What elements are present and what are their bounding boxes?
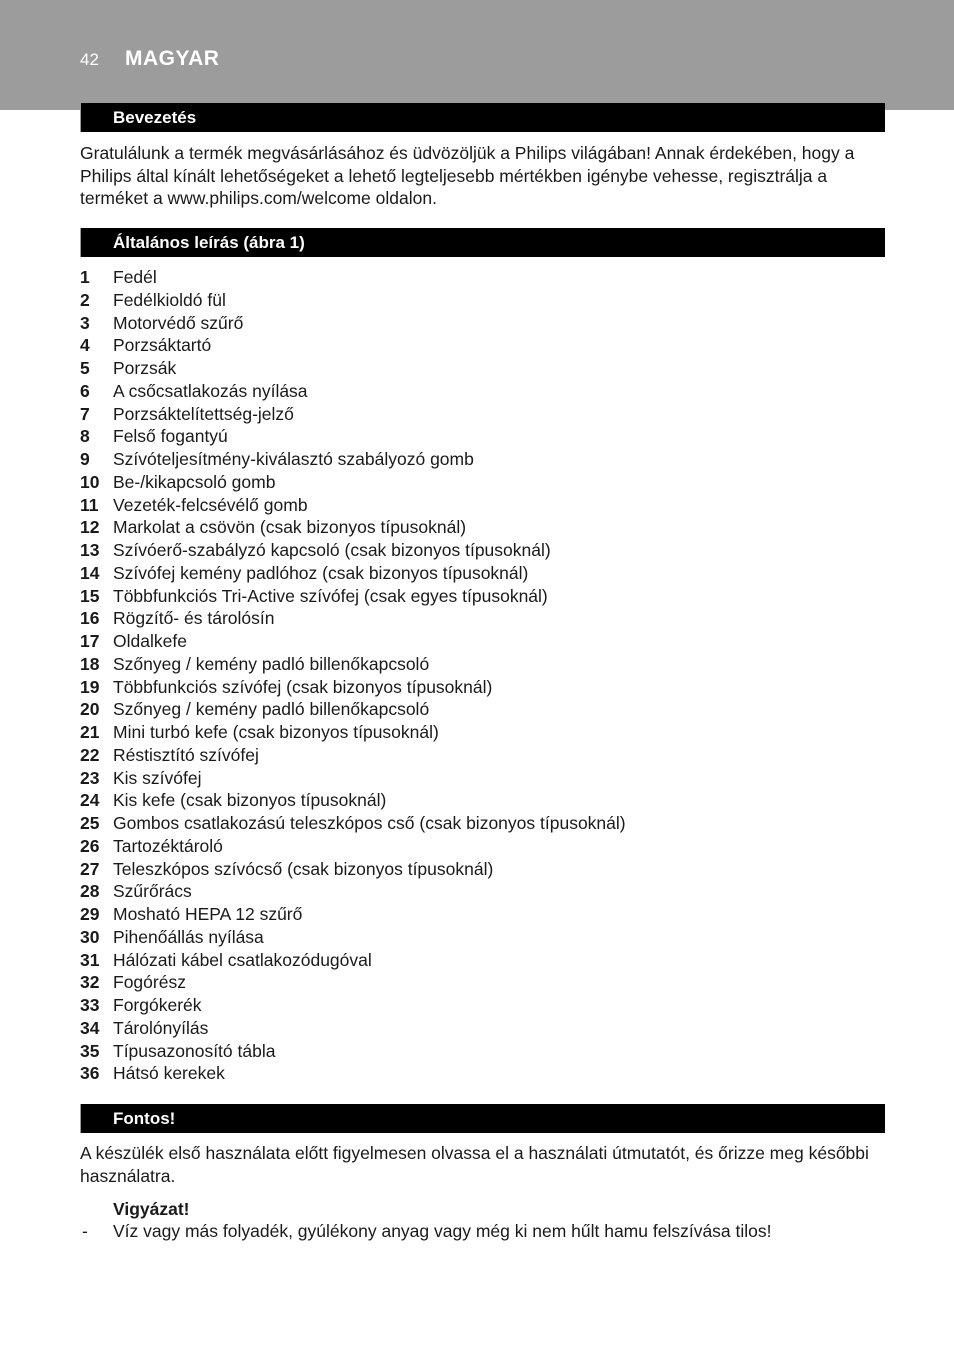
list-item [80,653,626,676]
item-label: Réstisztító szívófej [113,744,259,765]
item-label: Porzsáktelítettség-jelző [113,403,294,424]
list-item [80,949,626,972]
item-label: Tartozéktároló [113,835,223,856]
item-number: 9 [80,449,90,469]
item-number: 7 [80,403,90,424]
parts-list [80,266,626,1085]
item-number: 5 [80,358,90,378]
list-item [80,721,626,744]
item-label: Fedél [113,267,157,287]
warning-bullet: - [82,1221,88,1241]
item-label: Szűrőrács [113,881,192,902]
item-number: 34 [80,1017,100,1038]
item-number: 28 [80,881,100,902]
item-label: Kis kefe (csak bizonyos típusoknál) [113,790,387,811]
item-number: 29 [80,904,100,924]
item-label: Forgókerék [113,995,202,1015]
item-label: Szőnyeg / kemény padló billenőkapcsoló [113,699,430,720]
item-label: Felső fogantyú [113,426,228,447]
list-item [80,1062,626,1085]
item-label: Be-/kikapcsoló gomb [113,471,276,492]
item-label: Hátsó kerekek [113,1063,225,1084]
item-number: 18 [80,653,100,674]
item-number: 11 [80,494,99,515]
list-item [80,789,626,812]
section-header-important [80,1104,885,1133]
list-item [80,539,626,562]
item-number: 14 [80,562,100,583]
item-number: 21 [80,722,100,742]
list-item [80,425,626,448]
section-title-intro: Bevezetés [113,108,197,127]
item-label: Többfunkciós szívófej (csak bizonyos típusoknál) [113,676,493,697]
item-label: Porzsák [113,358,177,378]
list-item [80,357,626,380]
item-label: Porzsáktartó [113,335,212,356]
item-number: 32 [80,972,100,993]
list-item [80,676,626,699]
item-label: Rögzítő- és tárolósín [113,608,275,629]
item-label: Fogórész [113,972,186,993]
warning-title: Vigyázat! [113,1199,190,1219]
item-label: Fedélkioldó fül [113,289,226,310]
item-label: Markolat a csövön (csak bizonyos típusoknál) [113,517,467,538]
item-number: 6 [80,380,90,401]
item-number: 20 [80,699,100,720]
list-item [80,289,626,312]
list-item [80,448,626,471]
item-number: 15 [80,585,100,606]
list-item [80,494,626,517]
list-item [80,403,626,426]
list-item [80,562,626,585]
item-number: 30 [80,926,100,947]
item-number: 22 [80,744,100,765]
list-item [80,1040,626,1063]
list-item [80,698,626,721]
list-item [80,835,626,858]
item-number: 24 [80,790,100,811]
item-label: Motorvédő szűrő [113,312,244,333]
list-item [80,971,626,994]
section-title-important: Fontos! [113,1109,176,1128]
warning-text: Víz vagy más folyadék, gyúlékony anyag vagy még ki nem hűlt hamu felszívása tilos! [113,1221,772,1241]
item-number: 17 [80,631,100,651]
item-number: 13 [80,540,100,560]
item-number: 36 [80,1063,100,1084]
item-number: 26 [80,835,100,856]
list-item [80,926,626,949]
item-number: 8 [80,426,90,447]
item-number: 35 [80,1040,100,1061]
item-label: Típusazonosító tábla [113,1040,276,1061]
item-label: Mosható HEPA 12 szűrő [113,904,303,924]
list-item [80,858,626,881]
list-item [80,767,626,790]
item-label: Szívóteljesítmény-kiválasztó szabályozó gomb [113,449,474,469]
list-item [80,607,626,630]
important-paragraph: A készülék első használata előtt figyelmesen olvassa el a használati útmutatót, és őrizze meg későbbi használatra. [80,1143,869,1186]
item-label: Szívófej kemény padlóhoz (csak bizonyos típusoknál) [113,562,529,583]
item-label: Szívóerő-szabályzó kapcsoló (csak bizonyos típusoknál) [113,540,551,560]
item-number: 25 [80,813,100,833]
item-number: 33 [80,995,100,1015]
item-number: 4 [80,335,90,356]
header-band [0,0,954,110]
list-item [80,744,626,767]
list-item [80,1017,626,1040]
item-number: 10 [80,471,100,492]
item-number: 12 [80,517,100,538]
item-number: 2 [80,289,90,310]
list-item [80,585,626,608]
item-label: Többfunkciós Tri-Active szívófej (csak egyes típusoknál) [113,585,548,606]
list-item [80,471,626,494]
item-number: 23 [80,767,100,788]
item-label: Hálózati kábel csatlakozódugóval [113,949,372,970]
list-item [80,380,626,403]
section-title-general: Általános leírás (ábra 1) [113,233,305,252]
item-label: Pihenőállás nyílása [113,926,264,947]
item-label: Mini turbó kefe (csak bizonyos típusoknál) [113,722,439,742]
language-title: MAGYAR [125,47,220,70]
section-header-intro [80,103,885,132]
item-number: 31 [80,949,100,970]
item-number: 3 [80,312,90,333]
item-label: Vezeték-felcsévélő gomb [113,494,308,515]
list-item [80,312,626,335]
list-item [80,630,626,653]
list-item [80,903,626,926]
list-item [80,334,626,357]
item-label: Kis szívófej [113,767,202,788]
page-number: 42 [80,50,99,69]
item-label: Oldalkefe [113,631,187,651]
item-label: Gombos csatlakozású teleszkópos cső (csak bizonyos típusoknál) [113,813,626,833]
item-label: Szőnyeg / kemény padló billenőkapcsoló [113,653,430,674]
section-header-general [80,228,885,257]
list-item [80,880,626,903]
list-item [80,266,626,289]
list-item [80,812,626,835]
item-label: A csőcsatlakozás nyílása [113,380,308,401]
item-label: Teleszkópos szívócső (csak bizonyos típusoknál) [113,858,494,879]
item-number: 27 [80,858,100,879]
item-number: 1 [80,267,90,287]
list-item [80,516,626,539]
item-number: 19 [80,676,100,697]
intro-paragraph: Gratulálunk a termék megvásárlásához és üdvözöljük a Philips világában! Annak érdekében, hogy a Philips által kínált lehetőségeket a lehető legteljesebb mértékben igénybe vehesse, regisztrálja a terméket a www.philips.com/welcome oldalon. [80,143,855,208]
item-label: Tárolónyílás [113,1017,209,1038]
item-number: 16 [80,608,100,629]
list-item [80,994,626,1017]
